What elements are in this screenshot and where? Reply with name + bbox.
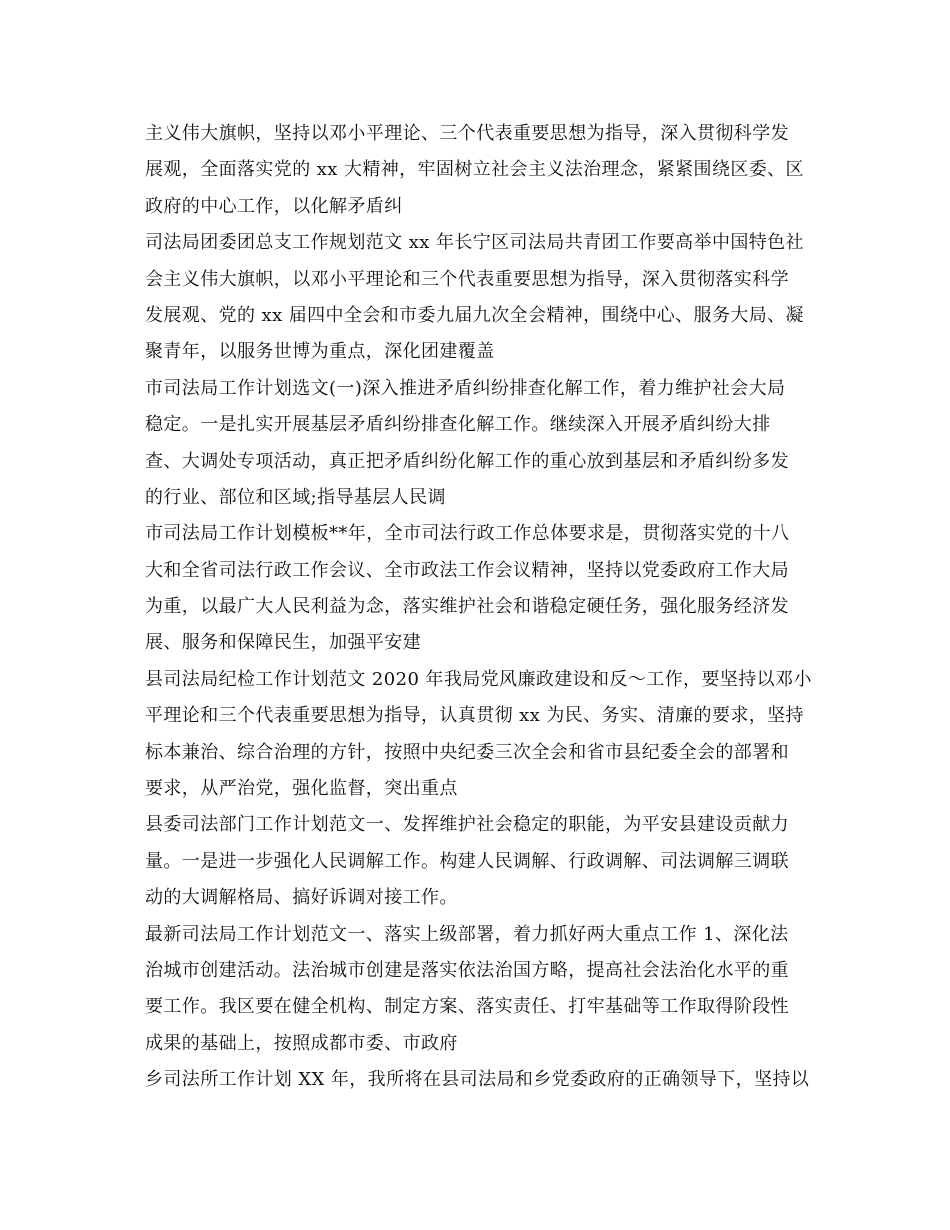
- text-line: 会主义伟大旗帜，以邓小平理论和三个代表重要思想为指导，深入贯彻落实科学: [145, 268, 789, 290]
- text-line: 发展观、党的 xx 届四中全会和市委九届九次全会精神，围绕中心、服务大局、凝: [145, 304, 804, 326]
- text-line: 司法局团委团总支工作规划范文 xx 年长宁区司法局共青团工作要高举中国特色社: [145, 232, 804, 254]
- text-line: 市司法局工作计划选文(一)深入推进矛盾纠纷排查化解工作，着力维护社会大局: [145, 377, 786, 399]
- text-line: 为重，以最广大人民利益为念，落实维护社会和谐稳定硬任务，强化服务经济发: [145, 596, 789, 618]
- text-line: 成果的基础上，按照成都市委、市政府: [145, 1032, 458, 1054]
- text-line: 展观，全面落实党的 xx 大精神，牢固树立社会主义法治理念，紧紧围绕区委、区: [145, 159, 804, 181]
- text-line: 标本兼治、综合治理的方针，按照中央纪委三次全会和省市县纪委全会的部署和: [145, 741, 789, 763]
- document-body: [145, 116, 810, 1099]
- text-line: 展、服务和保障民生，加强平安建: [145, 632, 421, 654]
- text-line: 县委司法部门工作计划范文一、发挥维护社会稳定的职能，为平安县建设贡献力: [145, 814, 789, 836]
- text-line: 大和全省司法行政工作会议、全市政法工作会议精神，坚持以党委政府工作大局: [145, 559, 789, 581]
- text-line: 要求，从严治党，强化监督，突出重点: [145, 778, 458, 800]
- text-line: 的行业、部位和区域;指导基层人民调: [145, 486, 446, 508]
- text-line: 主义伟大旗帜，坚持以邓小平理论、三个代表重要思想为指导，深入贯彻科学发: [145, 123, 789, 144]
- text-line: 聚青年，以服务世博为重点，深化团建覆盖: [145, 341, 495, 363]
- text-line: 最新司法局工作计划范文一、落实上级部署，着力抓好两大重点工作 1、深化法: [145, 923, 789, 945]
- text-line: 治城市创建活动。法治城市创建是落实依法治国方略，提高社会法治化水平的重: [145, 959, 789, 981]
- text-line: 查、大调处专项活动，真正把矛盾纠纷化解工作的重心放到基层和矛盾纠纷多发: [145, 450, 789, 472]
- text-line: 市司法局工作计划模板**年，全市司法行政工作总体要求是，贯彻落实党的十八: [145, 523, 790, 545]
- text-line: 平理论和三个代表重要思想为指导，认真贯彻 xx 为民、务实、清廉的要求，坚持: [145, 705, 804, 727]
- text-line: 县司法局纪检工作计划范文 2020 年我局党风廉政建设和反～工作，要坚持以邓小: [145, 668, 812, 690]
- text-line: 政府的中心工作，以化解矛盾纠: [145, 195, 403, 217]
- text-line: 要工作。我区要在健全机构、制定方案、落实责任、打牢基础等工作取得阶段性: [145, 996, 789, 1018]
- text-line: 乡司法所工作计划 XX 年，我所将在县司法局和乡党委政府的正确领导下，坚持以: [145, 1069, 810, 1091]
- text-line: 动的大调解格局、搞好诉调对接工作。: [145, 887, 458, 909]
- text-line: 量。一是进一步强化人民调解工作。构建人民调解、行政调解、司法调解三调联: [145, 850, 789, 872]
- text-line: 稳定。一是扎实开展基层矛盾纠纷排查化解工作。继续深入开展矛盾纠纷大排: [145, 414, 771, 436]
